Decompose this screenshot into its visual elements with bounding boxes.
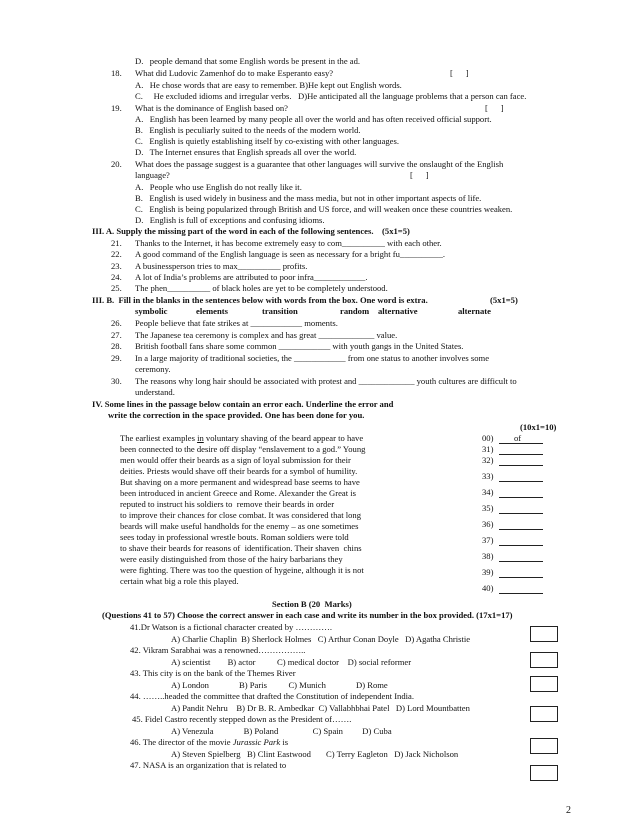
item-number: 24. — [111, 272, 122, 282]
section-4-heading-line1: IV. Some lines in the passage below contain an error each. Underline the error and — [92, 399, 394, 409]
q20-option-c: C. English is being popularized through British and US force, and will weaken once these countries weaken. — [135, 204, 513, 214]
passage-line: reputed to instruct his soldiers to remove their beards in order — [120, 499, 335, 509]
fill-sentence-29[interactable]: In a large majority of traditional societies, the ____________ from one status to another involves some — [135, 353, 490, 363]
q20-option-a: A. People who use English do not really like it. — [135, 182, 302, 192]
item-number: 28. — [111, 341, 122, 351]
answer-label-39: 39) — [482, 567, 494, 577]
movie-title: Jurassic Park — [232, 737, 281, 747]
answer-label-34: 34) — [482, 487, 494, 497]
example-answer-label: 00) — [482, 433, 494, 443]
q41-answer-box[interactable] — [530, 626, 558, 642]
passage-line: were fighting. There was too the question of hygeine, although it is not — [120, 565, 364, 575]
q18-options-ab: A. He chose words that are easy to remember. B)He kept out English words. — [135, 80, 402, 90]
q20-answer-bracket[interactable]: [ ] — [410, 170, 429, 180]
q19-option-b: B. English is peculiarly suited to the needs of the modern world. — [135, 125, 361, 135]
q18-answer-bracket[interactable]: [ ] — [450, 68, 469, 78]
section-3b-marks: (5x1=5) — [490, 295, 518, 305]
q41-options: A) Charlie Chaplin B) Sherlock Holmes C) Arthur Conan Doyle D) Agatha Christie — [171, 634, 471, 644]
section-b-instructions: (Questions 41 to 57) Choose the correct answer in each case and write its number in the box provided. (17x1=17) — [102, 610, 513, 620]
q45-answer-box[interactable] — [530, 706, 558, 722]
item-number: 22. — [111, 249, 122, 259]
word-box-alternate: alternate — [458, 306, 491, 316]
word-box-transition: transition — [262, 306, 298, 316]
section-4-marks: (10x1=10) — [520, 422, 557, 432]
item-number: 25. — [111, 283, 122, 293]
answer-blank-33[interactable] — [499, 481, 543, 482]
q46-stem: 46. The director of the movie Jurassic Park is — [130, 737, 289, 747]
word-box-elements: elements — [196, 306, 228, 316]
passage-line: certain what big a role this played. — [120, 576, 239, 586]
q19-option-c: C. English is quietly establishing itself by co-existing with other languages. — [135, 136, 399, 146]
q46-answer-box[interactable] — [530, 738, 558, 754]
q43-answer-box[interactable] — [530, 676, 558, 692]
passage-line: men would offer their beards as a sign of loyal submission for their — [120, 455, 351, 465]
q44-options: A) Pandit Nehru B) Dr B. R. Ambedkar C) Vallabhbhai Patel D) Lord Mountbatten — [171, 703, 470, 713]
fill-sentence-27[interactable]: The Japanese tea ceremony is complex and has great _____________ value. — [135, 330, 398, 340]
q19-option-d: D. The Internet ensures that English spreads all over the world. — [135, 147, 357, 157]
answer-blank-34[interactable] — [499, 497, 543, 498]
fill-sentence-30[interactable]: The reasons why long hair should be associated with protest and _____________ youth cultures are difficult to — [135, 376, 517, 386]
q20-option-d: D. English is full of exceptions and confusing idioms. — [135, 215, 325, 225]
answer-label-37: 37) — [482, 535, 494, 545]
fill-sentence-22[interactable]: A good command of the English language is seen as necessary for a bright fu__________. — [135, 249, 446, 259]
answer-blank-31[interactable] — [499, 454, 543, 455]
answer-label-35: 35) — [482, 503, 494, 513]
q47-answer-box[interactable] — [530, 765, 558, 781]
q19-option-a: A. English has been learned by many people all over the world and has often received official support. — [135, 114, 492, 124]
fill-sentence-28[interactable]: British football fans share some common ____________ with youth gangs in the United States. — [135, 341, 464, 351]
item-number: 30. — [111, 376, 122, 386]
q19-stem: What is the dominance of English based on? — [135, 103, 288, 113]
q45-options: A) Venezula B) Poland C) Spain D) Cuba — [171, 726, 392, 736]
answer-blank-38[interactable] — [499, 561, 543, 562]
section-3a-heading: III. A. Supply the missing part of the word in each of the following sentences. (5x1=5) — [92, 226, 410, 236]
q18-options-cd: C. He excluded idioms and irregular verbs. D)He anticipated all the language problems that a person can face. — [135, 91, 527, 101]
q19-answer-bracket[interactable]: [ ] — [485, 103, 504, 113]
passage-line: were easily distinguished from those of the hairy barbarians they — [120, 554, 343, 564]
q42-options: A) scientist B) actor C) medical doctor D) social reformer — [171, 657, 412, 667]
q43-stem: 43. This city is on the bank of the Themes River — [130, 668, 296, 678]
q17-option-d: D. people demand that some English words be present in the ad. — [135, 56, 361, 66]
passage-line: deities. Priests would shave off their beards for a symbol of humility. — [120, 466, 358, 476]
q41-stem: 41.Dr Watson is a fictional character created by …………. — [130, 622, 332, 632]
answer-label-32: 32) — [482, 455, 494, 465]
section-b-title: Section B (20 Marks) — [272, 599, 352, 609]
q20-option-b: B. English is used widely in business and the mass media, but not in other important aspects of life. — [135, 193, 482, 203]
q45-stem: 45. Fidel Castro recently stepped down as the President of……. — [132, 714, 352, 724]
fill-sentence-21[interactable]: Thanks to the Internet, it has become extremely easy to com__________ with each other. — [135, 238, 442, 248]
answer-label-33: 33) — [482, 471, 494, 481]
word-box-random: random — [340, 306, 370, 316]
q43-options: A) London B) Paris C) Munich D) Rome — [171, 680, 388, 690]
page-number: 2 — [566, 805, 571, 816]
fill-sentence-24[interactable]: A lot of India’s problems are attributed to poor infra____________. — [135, 272, 368, 282]
passage-line: sees today in professional wrestle bouts. Roman soldiers were told — [120, 532, 349, 542]
q44-stem: 44. ……..headed the committee that drafted the Constitution of independent India. — [130, 691, 414, 701]
passage-line: been connected to the desire off display “enslavement to a god.” Young — [120, 444, 366, 454]
q18-number: 18. — [111, 68, 122, 78]
passage-line: been introduced in ancient Greece and Rome. Alexander the Great is — [120, 488, 356, 498]
q20-stem-line1: What does the passage suggest is a guarantee that other languages will survive the onslaught of the English — [135, 159, 504, 169]
item-number: 21. — [111, 238, 122, 248]
item-number: 26. — [111, 318, 122, 328]
item-number: 27. — [111, 330, 122, 340]
answer-blank-35[interactable] — [499, 513, 543, 514]
word-box-alternative: alternative — [378, 306, 418, 316]
word-box-symbolic: symbolic — [135, 306, 168, 316]
q20-stem-line2: language? — [135, 170, 170, 180]
answer-label-36: 36) — [482, 519, 494, 529]
fill-sentence-25[interactable]: The phen__________ of black holes are yet to be completely understood. — [135, 283, 388, 293]
fill-sentence-26[interactable]: People believe that fate strikes at ____________ moments. — [135, 318, 338, 328]
q46-options: A) Steven Spielberg B) Clint Eastwood C) Terry Eagleton D) Jack Nicholson — [171, 749, 459, 759]
q42-answer-box[interactable] — [530, 652, 558, 668]
q20-number: 20. — [111, 159, 122, 169]
passage-line: to improve their chances for close combat. It was considered that long — [120, 510, 362, 520]
answer-label-38: 38) — [482, 551, 494, 561]
example-answer-value: of — [514, 433, 522, 443]
answer-label-40: 40) — [482, 583, 494, 593]
q47-stem: 47. NASA is an organization that is related to — [130, 760, 287, 770]
answer-blank-39[interactable] — [499, 577, 543, 578]
fill-sentence-23[interactable]: A businessperson tries to max__________ profits. — [135, 261, 308, 271]
fill-sentence-29-cont: ceremony. — [135, 364, 171, 374]
section-3b-heading: III. B. Fill in the blanks in the sentences below with words from the box. One word is extra. — [92, 295, 428, 305]
section-4-heading-line2: write the correction in the space provided. One has been done for you. — [108, 410, 365, 420]
answer-blank-40[interactable] — [499, 593, 543, 594]
fill-sentence-30-cont: understand. — [135, 387, 175, 397]
item-number: 29. — [111, 353, 122, 363]
item-number: 23. — [111, 261, 122, 271]
passage-line-1: The earliest examples in voluntary shaving of the beard appear to have — [120, 433, 364, 443]
q19-number: 19. — [111, 103, 122, 113]
q18-stem: What did Ludovic Zamenhof do to make Esperanto easy? — [135, 68, 334, 78]
passage-line: But shaving on a more permanent and widespread base seems to have — [120, 477, 360, 487]
answer-blank-37[interactable] — [499, 545, 543, 546]
answer-blank-36[interactable] — [499, 529, 543, 530]
passage-line: beards will make useful handholds for the enemy – as one sometimes — [120, 521, 359, 531]
q42-stem: 42. Vikram Sarabhai was a renowned…………….. — [130, 645, 306, 655]
answer-label-31: 31) — [482, 444, 494, 454]
underlined-error: in — [197, 433, 204, 443]
passage-line: to shave their beards for reasons of identification. Their shaven chins — [120, 543, 362, 553]
answer-blank-32[interactable] — [499, 465, 543, 466]
